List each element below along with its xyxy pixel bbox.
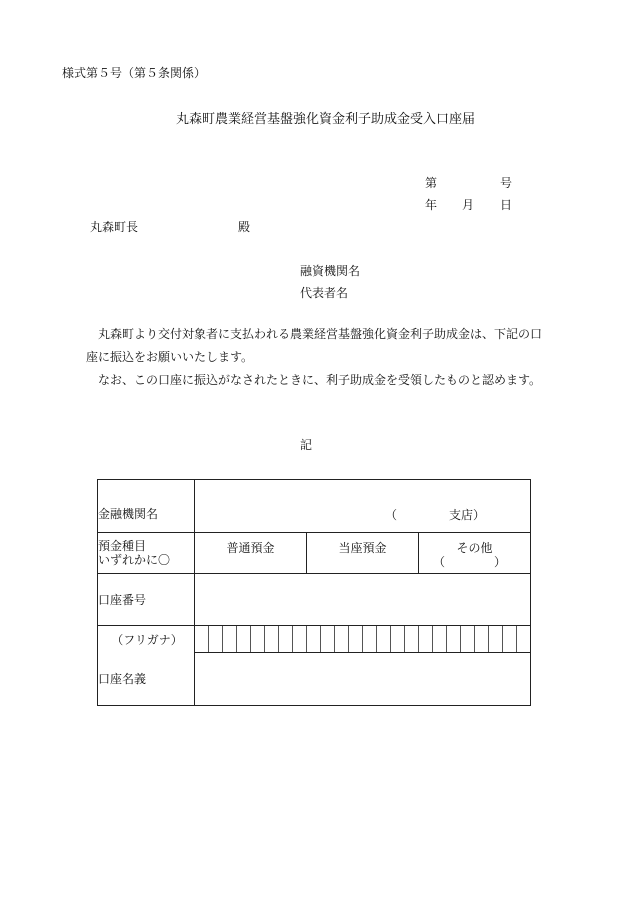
furigana-box[interactable] — [377, 626, 391, 652]
furigana-boxes — [195, 626, 530, 652]
account-type-row — [98, 533, 531, 574]
account-number-row — [98, 574, 531, 626]
branch-suffix: 支店） — [449, 508, 486, 522]
option-ordinary[interactable] — [195, 533, 307, 573]
furigana-box[interactable] — [503, 626, 517, 652]
furigana-box[interactable] — [307, 626, 321, 652]
doc-number-dai: 第 — [425, 176, 438, 190]
option-checking[interactable] — [307, 533, 419, 573]
account-table — [97, 479, 531, 706]
furigana-box[interactable] — [237, 626, 251, 652]
body-paragraph-2: なお、この口座に振込がなされたときに、利子助成金を受領したものと認めます。 — [98, 373, 542, 387]
furigana-box[interactable] — [433, 626, 447, 652]
furigana-box[interactable] — [419, 626, 433, 652]
ki-heading: 記 — [300, 438, 313, 452]
furigana-row — [98, 626, 531, 653]
date-month: 月 — [462, 198, 475, 212]
furigana-box[interactable] — [279, 626, 293, 652]
furigana-box[interactable] — [349, 626, 363, 652]
account-name-field[interactable] — [195, 653, 531, 706]
institution-label: 融資機関名 — [300, 264, 361, 278]
bank-row — [98, 480, 531, 533]
addressee-honorific: 殿 — [238, 220, 251, 234]
account-name-label: 口座名義 — [98, 653, 195, 706]
representative-label: 代表者名 — [300, 286, 349, 300]
furigana-box[interactable] — [321, 626, 335, 652]
option-other[interactable] — [419, 533, 530, 573]
account-number-label: 口座番号 — [98, 574, 195, 626]
form-number: 様式第５号（第５条関係） — [62, 66, 207, 80]
body-paragraph-1: 丸森町より交付対象者に支払われる農業経営基盤強化資金利子助成金は、下記の口座に振込をお願いいたします。 — [86, 327, 543, 364]
account-type-options — [195, 533, 531, 574]
doc-number-go: 号 — [500, 176, 513, 190]
bank-label: 金融機関名 — [98, 480, 195, 533]
document-title: 丸森町農業経営基盤強化資金利子助成金受入口座届 — [176, 112, 476, 127]
furigana-box[interactable] — [391, 626, 405, 652]
furigana-box[interactable] — [363, 626, 377, 652]
furigana-box[interactable] — [195, 626, 209, 652]
branch-open-paren: （ — [385, 508, 398, 522]
furigana-box[interactable] — [517, 626, 530, 652]
bank-field[interactable] — [195, 480, 531, 533]
furigana-box[interactable] — [475, 626, 489, 652]
account-type-label — [98, 533, 195, 574]
option-ordinary-label: 普通預金 — [226, 541, 275, 555]
furigana-box[interactable] — [335, 626, 349, 652]
furigana-box[interactable] — [209, 626, 223, 652]
account-number-field[interactable] — [195, 574, 531, 626]
option-other-label: その他 — [456, 541, 493, 555]
account-type-label-1: 預金種目 — [98, 539, 147, 553]
account-name-row — [98, 653, 531, 706]
furigana-label: （フリガナ） — [98, 626, 195, 653]
furigana-box[interactable] — [461, 626, 475, 652]
option-other-open: （ — [433, 555, 446, 569]
addressee-name: 丸森町長 — [90, 220, 139, 234]
furigana-box[interactable] — [447, 626, 461, 652]
furigana-field[interactable] — [195, 626, 531, 653]
option-checking-label: 当座預金 — [338, 541, 387, 555]
furigana-box[interactable] — [293, 626, 307, 652]
date-day: 日 — [500, 198, 513, 212]
furigana-box[interactable] — [489, 626, 503, 652]
option-other-close: ） — [493, 555, 506, 569]
furigana-box[interactable] — [265, 626, 279, 652]
furigana-box[interactable] — [223, 626, 237, 652]
account-type-label-2: いずれかに〇 — [98, 553, 171, 567]
furigana-box[interactable] — [405, 626, 419, 652]
date-year: 年 — [425, 198, 438, 212]
furigana-box[interactable] — [251, 626, 265, 652]
